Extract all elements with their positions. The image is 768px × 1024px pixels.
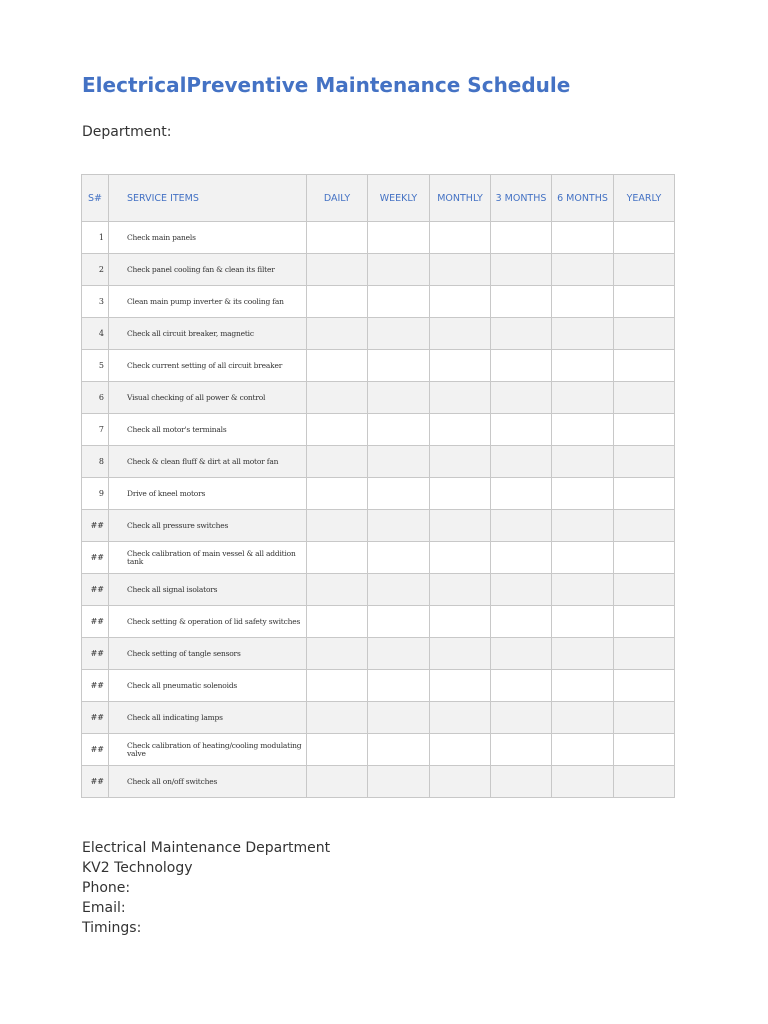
table-row	[82, 318, 675, 350]
header-sn: S#	[82, 175, 109, 222]
table-row	[82, 222, 675, 254]
schedule-cell-weekly	[368, 350, 430, 382]
row-number: ##	[82, 606, 109, 638]
schedule-cell-3-months	[491, 350, 552, 382]
schedule-cell-3-months	[491, 734, 552, 766]
schedule-cell-6-months	[552, 446, 614, 478]
schedule-cell-monthly	[430, 286, 491, 318]
row-number: 8	[82, 446, 109, 478]
schedule-cell-6-months	[552, 318, 614, 350]
schedule-cell-6-months	[552, 478, 614, 510]
schedule-cell-yearly	[614, 414, 675, 446]
schedule-cell-6-months	[552, 606, 614, 638]
schedule-cell-daily	[307, 446, 368, 478]
service-item: Check all pneumatic solenoids	[109, 670, 307, 702]
schedule-cell-monthly	[430, 542, 491, 574]
schedule-cell-yearly	[614, 478, 675, 510]
row-number: 5	[82, 350, 109, 382]
schedule-cell-yearly	[614, 670, 675, 702]
schedule-cell-weekly	[368, 766, 430, 798]
header-service-items: SERVICE ITEMS	[109, 175, 307, 222]
schedule-cell-6-months	[552, 286, 614, 318]
header-daily: DAILY	[307, 175, 368, 222]
schedule-cell-yearly	[614, 734, 675, 766]
schedule-cell-3-months	[491, 318, 552, 350]
row-number: 3	[82, 286, 109, 318]
schedule-cell-daily	[307, 414, 368, 446]
schedule-cell-weekly	[368, 414, 430, 446]
schedule-cell-yearly	[614, 542, 675, 574]
schedule-cell-weekly	[368, 478, 430, 510]
schedule-cell-monthly	[430, 318, 491, 350]
schedule-cell-6-months	[552, 542, 614, 574]
schedule-cell-monthly	[430, 254, 491, 286]
header-6-months: 6 MONTHS	[552, 175, 614, 222]
footer-phone: Phone:	[82, 880, 131, 896]
table-row	[82, 286, 675, 318]
schedule-cell-monthly	[430, 478, 491, 510]
table-row	[82, 606, 675, 638]
schedule-cell-3-months	[491, 510, 552, 542]
service-item: Check all signal isolators	[109, 574, 307, 606]
schedule-cell-weekly	[368, 606, 430, 638]
schedule-cell-6-months	[552, 574, 614, 606]
row-number: ##	[82, 574, 109, 606]
schedule-cell-monthly	[430, 446, 491, 478]
schedule-cell-yearly	[614, 574, 675, 606]
row-number: 6	[82, 382, 109, 414]
table-row	[82, 574, 675, 606]
schedule-cell-daily	[307, 382, 368, 414]
table-row	[82, 478, 675, 510]
service-item: Check & clean fluff & dirt at all motor fan	[109, 446, 307, 478]
row-number: ##	[82, 638, 109, 670]
schedule-cell-3-months	[491, 254, 552, 286]
schedule-cell-6-months	[552, 670, 614, 702]
schedule-cell-yearly	[614, 638, 675, 670]
schedule-cell-6-months	[552, 350, 614, 382]
table-row	[82, 350, 675, 382]
schedule-cell-yearly	[614, 350, 675, 382]
row-number: ##	[82, 510, 109, 542]
footer-contact	[82, 838, 330, 938]
row-number: 2	[82, 254, 109, 286]
schedule-cell-daily	[307, 574, 368, 606]
row-number: 1	[82, 222, 109, 254]
schedule-cell-yearly	[614, 510, 675, 542]
schedule-cell-weekly	[368, 382, 430, 414]
schedule-cell-daily	[307, 734, 368, 766]
schedule-cell-3-months	[491, 286, 552, 318]
schedule-cell-weekly	[368, 670, 430, 702]
schedule-cell-weekly	[368, 286, 430, 318]
schedule-cell-monthly	[430, 638, 491, 670]
schedule-cell-monthly	[430, 670, 491, 702]
schedule-cell-3-months	[491, 702, 552, 734]
header-3-months: 3 MONTHS	[491, 175, 552, 222]
schedule-cell-3-months	[491, 670, 552, 702]
schedule-cell-weekly	[368, 734, 430, 766]
table-row	[82, 766, 675, 798]
schedule-cell-yearly	[614, 606, 675, 638]
schedule-cell-3-months	[491, 574, 552, 606]
schedule-cell-weekly	[368, 254, 430, 286]
schedule-cell-daily	[307, 350, 368, 382]
schedule-cell-3-months	[491, 414, 552, 446]
schedule-cell-3-months	[491, 542, 552, 574]
schedule-cell-3-months	[491, 382, 552, 414]
department-label: Department:	[82, 124, 172, 140]
service-item: Check all on/off switches	[109, 766, 307, 798]
service-item: Visual checking of all power & control	[109, 382, 307, 414]
service-item: Clean main pump inverter & its cooling fan	[109, 286, 307, 318]
schedule-cell-yearly	[614, 222, 675, 254]
schedule-cell-6-months	[552, 414, 614, 446]
schedule-cell-monthly	[430, 606, 491, 638]
schedule-cell-monthly	[430, 414, 491, 446]
table-row	[82, 734, 675, 766]
schedule-cell-yearly	[614, 254, 675, 286]
service-item: Check calibration of heating/cooling modulating valve	[109, 734, 307, 766]
schedule-cell-monthly	[430, 574, 491, 606]
service-item: Check setting & operation of lid safety switches	[109, 606, 307, 638]
schedule-cell-monthly	[430, 702, 491, 734]
row-number: ##	[82, 542, 109, 574]
schedule-cell-weekly	[368, 222, 430, 254]
service-item: Check all indicating lamps	[109, 702, 307, 734]
schedule-cell-daily	[307, 638, 368, 670]
schedule-cell-yearly	[614, 766, 675, 798]
schedule-cell-monthly	[430, 734, 491, 766]
service-item: Check panel cooling fan & clean its filter	[109, 254, 307, 286]
schedule-cell-6-months	[552, 510, 614, 542]
schedule-cell-monthly	[430, 350, 491, 382]
table-row	[82, 254, 675, 286]
row-number: 9	[82, 478, 109, 510]
row-number: ##	[82, 702, 109, 734]
schedule-cell-daily	[307, 606, 368, 638]
row-number: 4	[82, 318, 109, 350]
row-number: ##	[82, 734, 109, 766]
service-item: Check setting of tangle sensors	[109, 638, 307, 670]
schedule-cell-3-months	[491, 638, 552, 670]
schedule-cell-daily	[307, 318, 368, 350]
header-monthly: MONTHLY	[430, 175, 491, 222]
table-row	[82, 702, 675, 734]
schedule-cell-monthly	[430, 222, 491, 254]
schedule-cell-6-months	[552, 766, 614, 798]
schedule-cell-weekly	[368, 446, 430, 478]
schedule-cell-daily	[307, 670, 368, 702]
schedule-cell-6-months	[552, 638, 614, 670]
schedule-cell-weekly	[368, 702, 430, 734]
schedule-cell-3-months	[491, 478, 552, 510]
schedule-cell-daily	[307, 702, 368, 734]
document-title: ElectricalPreventive Maintenance Schedule	[82, 73, 571, 97]
schedule-cell-monthly	[430, 510, 491, 542]
table-row	[82, 638, 675, 670]
schedule-cell-3-months	[491, 766, 552, 798]
header-weekly: WEEKLY	[368, 175, 430, 222]
table-row	[82, 542, 675, 574]
schedule-cell-daily	[307, 254, 368, 286]
schedule-cell-3-months	[491, 222, 552, 254]
schedule-cell-6-months	[552, 734, 614, 766]
schedule-cell-weekly	[368, 510, 430, 542]
schedule-cell-daily	[307, 286, 368, 318]
service-item: Check all circuit breaker, magnetic	[109, 318, 307, 350]
maintenance-schedule-table	[81, 174, 675, 798]
service-item: Check main panels	[109, 222, 307, 254]
footer-timings: Timings:	[82, 920, 142, 936]
schedule-cell-daily	[307, 222, 368, 254]
schedule-cell-weekly	[368, 542, 430, 574]
schedule-cell-weekly	[368, 574, 430, 606]
schedule-cell-yearly	[614, 446, 675, 478]
table-header-row	[82, 175, 675, 222]
schedule-cell-monthly	[430, 382, 491, 414]
schedule-cell-daily	[307, 542, 368, 574]
table-row	[82, 382, 675, 414]
schedule-cell-6-months	[552, 382, 614, 414]
schedule-cell-3-months	[491, 606, 552, 638]
footer-department: Electrical Maintenance Department	[82, 840, 331, 856]
schedule-cell-daily	[307, 478, 368, 510]
row-number: ##	[82, 766, 109, 798]
schedule-cell-daily	[307, 766, 368, 798]
table-row	[82, 414, 675, 446]
schedule-cell-weekly	[368, 318, 430, 350]
schedule-cell-daily	[307, 510, 368, 542]
service-item: Check all pressure switches	[109, 510, 307, 542]
schedule-cell-3-months	[491, 446, 552, 478]
service-item: Drive of kneel motors	[109, 478, 307, 510]
table-row	[82, 446, 675, 478]
schedule-cell-yearly	[614, 286, 675, 318]
service-item: Check calibration of main vessel & all addition tank	[109, 542, 307, 574]
table-row	[82, 670, 675, 702]
service-item: Check current setting of all circuit breaker	[109, 350, 307, 382]
schedule-cell-6-months	[552, 254, 614, 286]
schedule-cell-6-months	[552, 222, 614, 254]
schedule-cell-weekly	[368, 638, 430, 670]
schedule-cell-monthly	[430, 766, 491, 798]
row-number: 7	[82, 414, 109, 446]
schedule-cell-yearly	[614, 382, 675, 414]
schedule-cell-6-months	[552, 702, 614, 734]
footer-email: Email:	[82, 900, 126, 916]
table-row	[82, 510, 675, 542]
schedule-cell-yearly	[614, 702, 675, 734]
header-yearly: YEARLY	[614, 175, 675, 222]
service-item: Check all motor's terminals	[109, 414, 307, 446]
row-number: ##	[82, 670, 109, 702]
footer-company: KV2 Technology	[82, 860, 193, 876]
schedule-cell-yearly	[614, 318, 675, 350]
